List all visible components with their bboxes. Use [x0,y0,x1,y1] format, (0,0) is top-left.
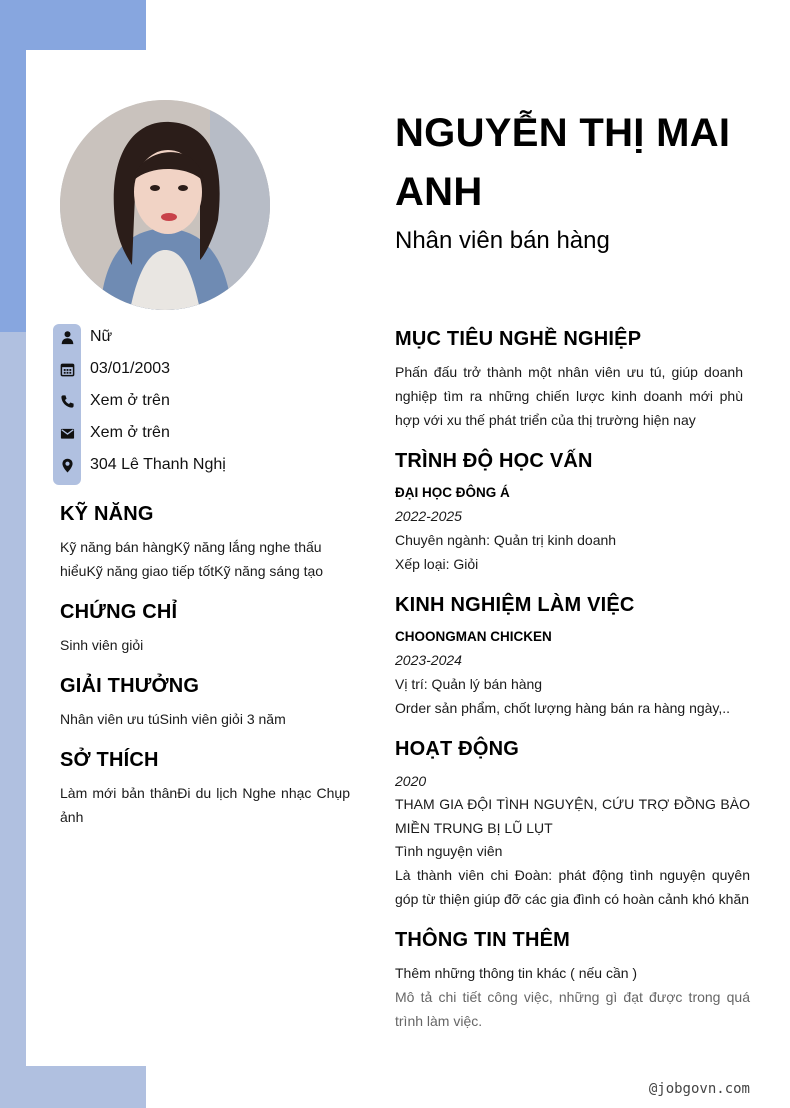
contact-gender [53,321,373,353]
experience-period: 2023-2024 [395,652,462,668]
mail-icon [53,426,81,441]
contact-birthdate-text: 03/01/2003 [90,360,171,377]
objective-title: MỤC TIÊU NGHỀ NGHIỆP [395,328,642,350]
education-school: ĐẠI HỌC ĐÔNG Á [395,485,510,500]
activity-year: 2020 [395,773,427,789]
activities-title: HOẠT ĐỘNG [395,738,520,760]
extra-info-text: Thêm những thông tin khác ( nếu cần ) [395,965,638,981]
certificates-title: CHỨNG CHỈ [60,601,178,623]
contact-gender-text: Nữ [90,328,113,345]
activity-name: THAM GIA ĐỘI TÌNH NGUYỆN, CỨU TRỢ ĐỒNG BÀO MIỀN TRUNG BỊ LŨ LỤT [395,796,750,836]
education-period: 2022-2025 [395,508,462,524]
experience-description: Order sản phẩm, chốt lượng hàng bán ra hàng ngày,.. [395,700,731,716]
contact-phone-text: Xem ở trên [90,392,170,409]
certificates-text: Sinh viên giỏi [60,637,144,653]
objective-text: Phấn đấu trở thành một nhân viên ưu tú, giúp doanh nghiệp tìm ra những chiến lược kinh doanh mới phù hợp với xu thế phát triển của thị trường hiện nay [395,364,743,428]
experience-position: Vị trí: Quản lý bán hàng [395,676,543,692]
avatar [60,100,270,310]
education-major: Chuyên ngành: Quản trị kinh doanh [395,532,617,548]
skills-text: Kỹ năng bán hàngKỹ năng lắng nghe thấu hiểuKỹ năng giao tiếp tốtKỹ năng sáng tạo [60,539,324,579]
awards-title: GIẢI THƯỞNG [60,675,200,697]
extra-info-title: THÔNG TIN THÊM [395,929,571,951]
contact-email-text: Xem ở trên [90,424,170,441]
contact-address-text: 304 Lê Thanh Nghị [90,456,226,473]
activity-role: Tình nguyện viên [395,843,503,859]
phone-icon [53,394,81,409]
candidate-role: Nhân viên bán hàng [395,227,610,254]
experience-title: KINH NGHIỆM LÀM VIỆC [395,594,635,616]
person-icon [53,330,81,345]
education-title: TRÌNH ĐỘ HỌC VẤN [395,450,593,472]
location-icon [53,458,81,473]
calendar-icon [53,362,81,377]
education-grade: Xếp loại: Giỏi [395,556,479,572]
contact-phone [53,385,373,417]
contact-address [53,449,373,481]
extra-info-hint: Mô tả chi tiết công việc, những gì đạt được trong quá trình làm việc. [395,989,750,1029]
contact-birthdate [53,353,373,385]
hobbies-text: Làm mới bản thânĐi du lịch Nghe nhạc Chụp ảnh [60,785,350,825]
activity-description: Là thành viên chi Đoàn: phát động tình nguyện quyên góp từ thiện giúp đỡ các gia đình có hoàn cảnh khó khăn [395,867,750,907]
awards-text: Nhân viên ưu túSinh viên giỏi 3 năm [60,711,286,727]
candidate-name: NGUYỄN THỊ MAI ANH [395,111,731,214]
hobbies-title: SỞ THÍCH [60,749,159,771]
footer-watermark: @jobgovn.com [648,1081,750,1097]
skills-title: KỸ NĂNG [60,503,154,525]
experience-company: CHOONGMAN CHICKEN [395,629,552,644]
contact-email [53,417,373,449]
